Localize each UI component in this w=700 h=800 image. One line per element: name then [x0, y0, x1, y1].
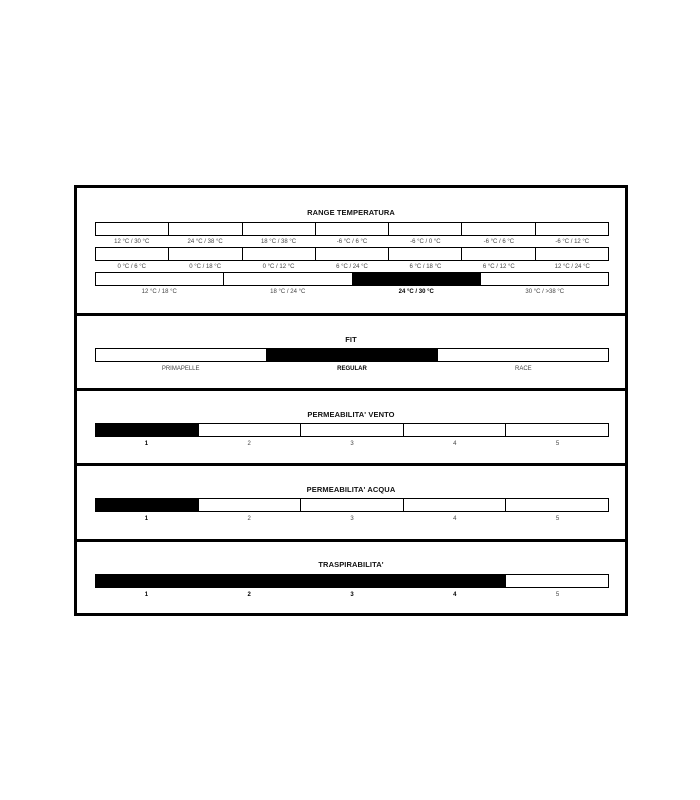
scale-label: 18 °C / 38 °C [260, 239, 297, 245]
scale-label: 12 °C / 30 °C [114, 239, 150, 245]
scale-label: -6 °C / 6 °C [336, 239, 368, 245]
wind-permeability-title: PERMEABILITA' VENTO [307, 410, 395, 419]
scale-label: 3 [350, 441, 354, 447]
scale-label: 0 °C / 6 °C [117, 264, 146, 270]
scale-segment [506, 423, 609, 437]
scale-segment [438, 348, 609, 362]
scale-label: 1 [144, 516, 149, 522]
scale-segment [199, 498, 302, 512]
scale-segment [506, 574, 609, 588]
scale-segment-selected [95, 574, 199, 588]
temperature-bar-row-2 [95, 247, 609, 261]
scale-segment-selected [301, 574, 404, 588]
temperature-section [77, 188, 625, 313]
scale-segment [243, 222, 316, 236]
fit-section [77, 313, 625, 388]
scale-segment [506, 498, 609, 512]
scale-label: 4 [453, 441, 457, 447]
temperature-title: RANGE TEMPERATURA [307, 208, 395, 217]
scale-segment [169, 247, 242, 261]
water-permeability-title: PERMEABILITA' ACQUA [306, 485, 396, 494]
scale-label: PRIMAPELLE [161, 366, 200, 372]
scale-label: 3 [350, 592, 354, 598]
scale-segment-selected [199, 574, 302, 588]
scale-segment-selected [404, 574, 507, 588]
scale-segment [462, 222, 535, 236]
scale-label: 5 [555, 441, 560, 447]
scale-label: 5 [555, 592, 560, 598]
fit-title: FIT [345, 335, 357, 344]
scale-segment [169, 222, 242, 236]
breathability-bar [95, 574, 609, 588]
scale-segment [404, 423, 507, 437]
scale-label: 6 °C / 24 °C [336, 264, 368, 270]
scale-segment [199, 423, 302, 437]
scale-segment-selected [95, 423, 199, 437]
scale-label: 12 °C / 18 °C [141, 289, 177, 295]
scale-segment [243, 247, 316, 261]
temperature-labels-row-2 [95, 264, 609, 270]
scale-segment [316, 222, 389, 236]
scale-label: 24 °C / 30 °C [398, 289, 434, 295]
scale-label: REGULAR [337, 366, 367, 372]
scale-segment-selected [267, 348, 438, 362]
scale-label: 2 [247, 516, 251, 522]
scale-label: 18 °C / 24 °C [270, 289, 306, 295]
wind-permeability-bar [95, 423, 609, 437]
scale-segment [301, 498, 404, 512]
scale-label: 12 °C / 24 °C [554, 264, 590, 270]
fit-labels [95, 366, 609, 372]
scale-label: 2 [247, 592, 251, 598]
temperature-bar-row-1 [95, 222, 609, 236]
scale-label: 5 [555, 516, 560, 522]
temperature-bar-row-3 [95, 272, 609, 286]
scale-segment [462, 247, 535, 261]
scale-segment [389, 247, 462, 261]
scale-segment [224, 272, 352, 286]
water-permeability-section [77, 463, 625, 539]
scale-segment [95, 247, 169, 261]
scale-segment [481, 272, 609, 286]
scale-label: 6 °C / 12 °C [482, 264, 515, 270]
breathability-labels [95, 592, 609, 598]
scale-label: 3 [350, 516, 354, 522]
scale-segment-selected [353, 272, 481, 286]
scale-segment [536, 247, 609, 261]
scale-segment [316, 247, 389, 261]
scale-label: 24 °C / 38 °C [187, 239, 223, 245]
water-permeability-labels [95, 516, 609, 522]
scale-label: 1 [144, 592, 149, 598]
fit-bar [95, 348, 609, 362]
scale-segment [301, 423, 404, 437]
scale-segment [404, 498, 507, 512]
scale-segment [95, 348, 267, 362]
scale-label: 0 °C / 18 °C [189, 264, 222, 270]
spec-panel [74, 185, 628, 616]
scale-segment [536, 222, 609, 236]
scale-label: -6 °C / 6 °C [483, 239, 515, 245]
scale-label: RACE [514, 366, 532, 372]
scale-label: 2 [247, 441, 251, 447]
wind-permeability-labels [95, 441, 609, 447]
scale-segment [95, 272, 224, 286]
scale-label: 4 [453, 516, 457, 522]
scale-segment [389, 222, 462, 236]
scale-label: -6 °C / 0 °C [410, 239, 441, 245]
scale-label: 30 °C / >38 °C [525, 289, 565, 295]
temperature-labels-row-1 [95, 239, 609, 245]
scale-label: 1 [144, 441, 149, 447]
scale-segment [95, 222, 169, 236]
breathability-section [77, 539, 625, 613]
scale-label: -6 °C / 12 °C [555, 239, 590, 245]
water-permeability-bar [95, 498, 609, 512]
breathability-title: TRASPIRABILITA' [318, 560, 384, 569]
wind-permeability-section [77, 388, 625, 463]
scale-segment-selected [95, 498, 199, 512]
scale-label: 6 °C / 18 °C [409, 264, 442, 270]
scale-label: 4 [453, 592, 457, 598]
scale-label: 0 °C / 12 °C [262, 264, 295, 270]
temperature-labels-row-3 [95, 289, 609, 295]
